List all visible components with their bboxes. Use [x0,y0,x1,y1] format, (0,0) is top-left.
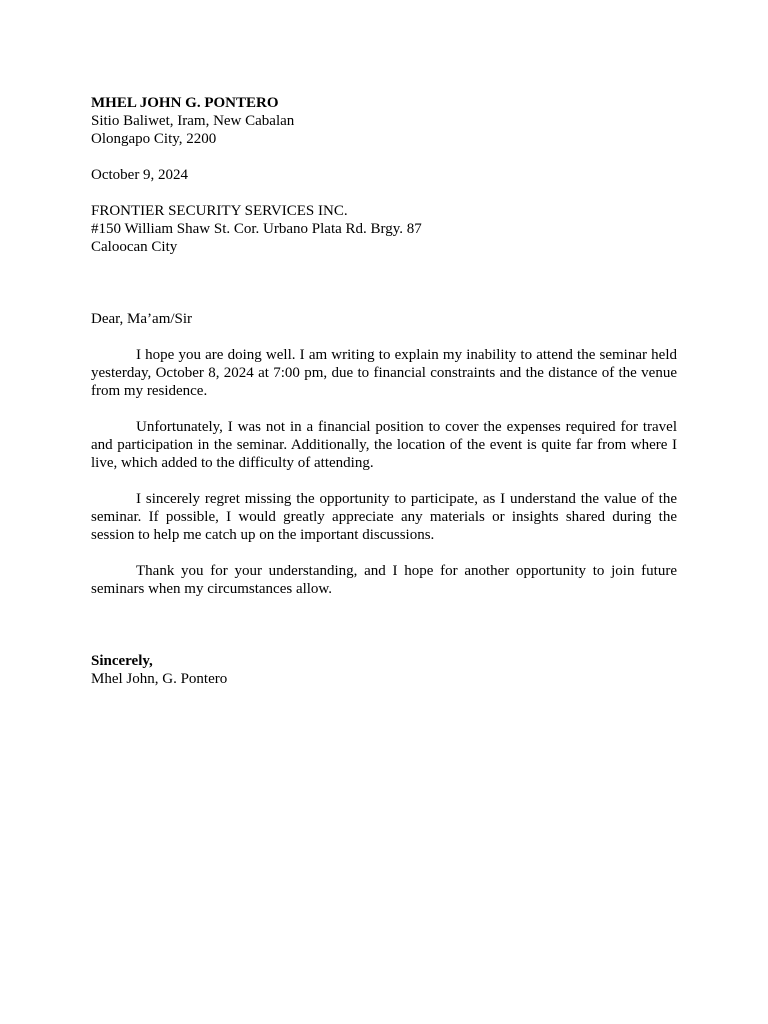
signature-name: Mhel John, G. Pontero [91,671,228,687]
letter-date: October 9, 2024 [91,167,189,183]
sender-address-line2: Olongapo City, 2200 [91,131,217,147]
recipient-address-line2: Caloocan City [91,239,178,255]
salutation: Dear, Ma’am/Sir [91,311,193,327]
closing: Sincerely, [91,653,153,669]
letter-body [91,94,677,688]
body-paragraph: I sincerely regret missing the opportunity to participate, as I understand the value of the seminar. If possible, I would greatly appreciate any materials or insights shared during the session to help me catch up on the important discussions. [91,491,677,543]
body-paragraph: Thank you for your understanding, and I hope for another opportunity to join future seminars when my circumstances allow. [91,563,677,597]
body-paragraph: Unfortunately, I was not in a financial position to cover the expenses required for travel and participation in the seminar. Additionally, the location of the event is quite far from where I live, which added to the difficulty of attending. [91,419,677,471]
body-paragraph: I hope you are doing well. I am writing to explain my inability to attend the seminar held yesterday, October 8, 2024 at 7:00 pm, due to financial constraints and the distance of the venue from my residence. [91,347,677,399]
sender-address-line1: Sitio Baliwet, Iram, New Cabalan [91,113,295,129]
sender-block [91,94,677,148]
sender-name: MHEL JOHN G. PONTERO [91,95,279,111]
recipient-block [91,202,677,256]
recipient-address-line1: #150 William Shaw St. Cor. Urbano Plata Rd. Brgy. 87 [91,221,422,237]
recipient-company: FRONTIER SECURITY SERVICES INC. [91,203,348,219]
